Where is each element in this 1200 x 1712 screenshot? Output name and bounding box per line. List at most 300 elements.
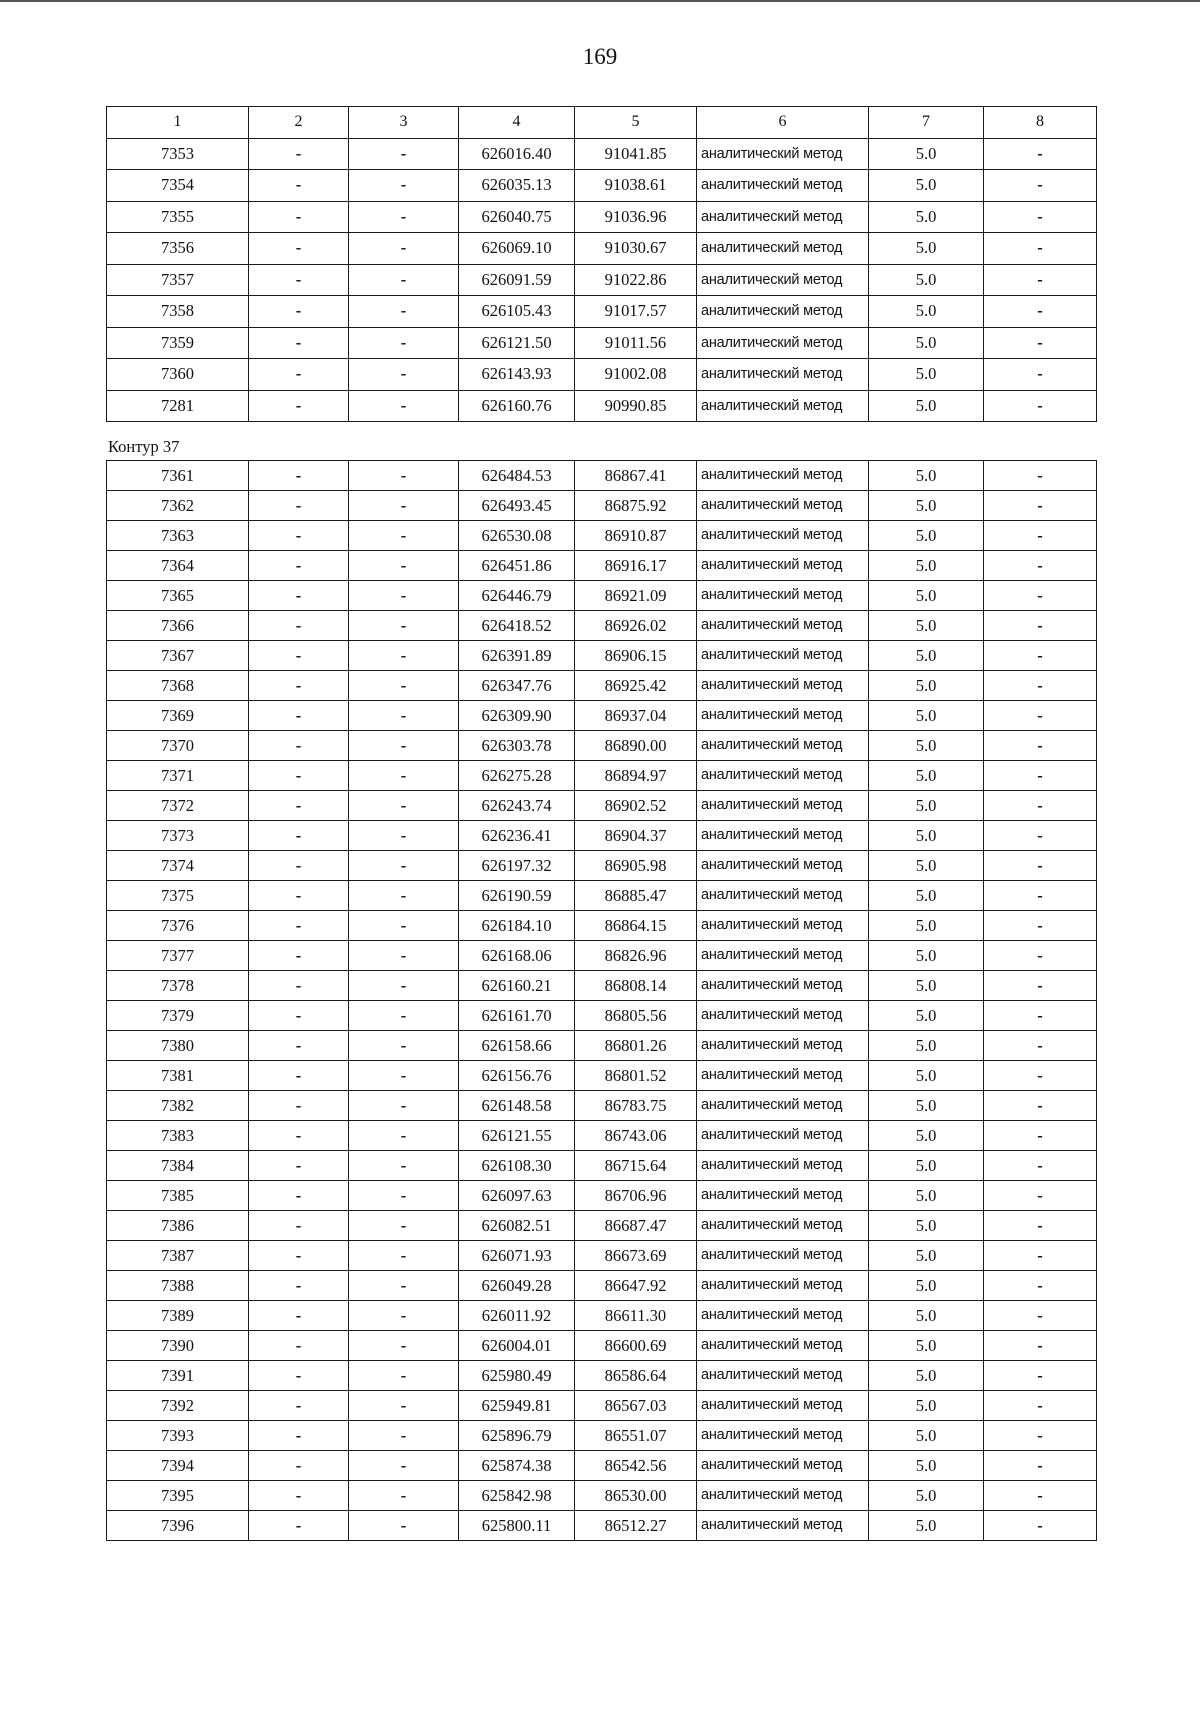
col-8-cell: - <box>984 1511 1097 1541</box>
method-cell: аналитический метод <box>697 1331 869 1361</box>
accuracy-cell: 5.0 <box>869 491 984 521</box>
col-2-cell: - <box>249 296 349 328</box>
y-coordinate-cell: 86801.52 <box>575 1061 697 1091</box>
accuracy-cell: 5.0 <box>869 1511 984 1541</box>
col-2-cell: - <box>249 1421 349 1451</box>
col-3-cell: - <box>349 521 459 551</box>
table-row <box>107 1361 1097 1391</box>
y-coordinate-cell: 86808.14 <box>575 971 697 1001</box>
col-3-cell: - <box>349 390 459 422</box>
table-row <box>107 1391 1097 1421</box>
col-3-cell: - <box>349 1121 459 1151</box>
accuracy-cell: 5.0 <box>869 521 984 551</box>
accuracy-cell: 5.0 <box>869 1331 984 1361</box>
y-coordinate-cell: 91011.56 <box>575 327 697 359</box>
point-number-cell: 7393 <box>107 1421 249 1451</box>
col-2-cell: - <box>249 327 349 359</box>
col-2-cell: - <box>249 641 349 671</box>
accuracy-cell: 5.0 <box>869 1211 984 1241</box>
col-8-cell: - <box>984 1331 1097 1361</box>
accuracy-cell: 5.0 <box>869 296 984 328</box>
table-row <box>107 1451 1097 1481</box>
y-coordinate-cell: 86687.47 <box>575 1211 697 1241</box>
accuracy-cell: 5.0 <box>869 731 984 761</box>
y-coordinate-cell: 91036.96 <box>575 201 697 233</box>
col-8-cell: - <box>984 359 1097 391</box>
col-2-cell: - <box>249 941 349 971</box>
column-header-7: 7 <box>869 107 984 139</box>
method-cell: аналитический метод <box>697 1181 869 1211</box>
col-3-cell: - <box>349 1241 459 1271</box>
col-2-cell: - <box>249 1061 349 1091</box>
method-cell: аналитический метод <box>697 1481 869 1511</box>
coordinate-table-section-a <box>106 106 1097 422</box>
method-cell: аналитический метод <box>697 296 869 328</box>
method-cell: аналитический метод <box>697 138 869 170</box>
method-cell: аналитический метод <box>697 1271 869 1301</box>
x-coordinate-cell: 626097.63 <box>459 1181 575 1211</box>
col-3-cell: - <box>349 327 459 359</box>
x-coordinate-cell: 626275.28 <box>459 761 575 791</box>
col-8-cell: - <box>984 521 1097 551</box>
point-number-cell: 7361 <box>107 461 249 491</box>
col-8-cell: - <box>984 731 1097 761</box>
col-8-cell: - <box>984 1091 1097 1121</box>
col-2-cell: - <box>249 1481 349 1511</box>
table-row <box>107 138 1097 170</box>
accuracy-cell: 5.0 <box>869 264 984 296</box>
accuracy-cell: 5.0 <box>869 1031 984 1061</box>
table-row <box>107 791 1097 821</box>
x-coordinate-cell: 626309.90 <box>459 701 575 731</box>
column-header-4: 4 <box>459 107 575 139</box>
col-2-cell: - <box>249 359 349 391</box>
y-coordinate-cell: 86867.41 <box>575 461 697 491</box>
col-8-cell: - <box>984 390 1097 422</box>
point-number-cell: 7396 <box>107 1511 249 1541</box>
method-cell: аналитический метод <box>697 761 869 791</box>
point-number-cell: 7362 <box>107 491 249 521</box>
col-2-cell: - <box>249 264 349 296</box>
col-3-cell: - <box>349 971 459 1001</box>
col-3-cell: - <box>349 461 459 491</box>
point-number-cell: 7363 <box>107 521 249 551</box>
column-header-8: 8 <box>984 107 1097 139</box>
accuracy-cell: 5.0 <box>869 911 984 941</box>
col-8-cell: - <box>984 551 1097 581</box>
point-number-cell: 7385 <box>107 1181 249 1211</box>
point-number-cell: 7368 <box>107 671 249 701</box>
point-number-cell: 7364 <box>107 551 249 581</box>
column-header-3: 3 <box>349 107 459 139</box>
col-3-cell: - <box>349 911 459 941</box>
point-number-cell: 7357 <box>107 264 249 296</box>
y-coordinate-cell: 86916.17 <box>575 551 697 581</box>
x-coordinate-cell: 626446.79 <box>459 581 575 611</box>
accuracy-cell: 5.0 <box>869 461 984 491</box>
col-2-cell: - <box>249 851 349 881</box>
x-coordinate-cell: 626016.40 <box>459 138 575 170</box>
x-coordinate-cell: 626108.30 <box>459 1151 575 1181</box>
col-3-cell: - <box>349 1481 459 1511</box>
table-row <box>107 1091 1097 1121</box>
x-coordinate-cell: 626011.92 <box>459 1301 575 1331</box>
point-number-cell: 7391 <box>107 1361 249 1391</box>
point-number-cell: 7379 <box>107 1001 249 1031</box>
method-cell: аналитический метод <box>697 264 869 296</box>
col-3-cell: - <box>349 1421 459 1451</box>
col-2-cell: - <box>249 551 349 581</box>
col-8-cell: - <box>984 327 1097 359</box>
col-3-cell: - <box>349 881 459 911</box>
point-number-cell: 7355 <box>107 201 249 233</box>
point-number-cell: 7394 <box>107 1451 249 1481</box>
column-header-6: 6 <box>697 107 869 139</box>
accuracy-cell: 5.0 <box>869 1361 984 1391</box>
accuracy-cell: 5.0 <box>869 1271 984 1301</box>
point-number-cell: 7384 <box>107 1151 249 1181</box>
table-row <box>107 701 1097 731</box>
method-cell: аналитический метод <box>697 1001 869 1031</box>
y-coordinate-cell: 86885.47 <box>575 881 697 911</box>
accuracy-cell: 5.0 <box>869 671 984 701</box>
y-coordinate-cell: 86921.09 <box>575 581 697 611</box>
x-coordinate-cell: 626391.89 <box>459 641 575 671</box>
col-8-cell: - <box>984 1421 1097 1451</box>
accuracy-cell: 5.0 <box>869 611 984 641</box>
y-coordinate-cell: 86906.15 <box>575 641 697 671</box>
y-coordinate-cell: 91041.85 <box>575 138 697 170</box>
point-number-cell: 7371 <box>107 761 249 791</box>
method-cell: аналитический метод <box>697 1511 869 1541</box>
col-2-cell: - <box>249 791 349 821</box>
col-3-cell: - <box>349 701 459 731</box>
method-cell: аналитический метод <box>697 491 869 521</box>
table-row <box>107 201 1097 233</box>
method-cell: аналитический метод <box>697 390 869 422</box>
col-2-cell: - <box>249 911 349 941</box>
y-coordinate-cell: 86905.98 <box>575 851 697 881</box>
x-coordinate-cell: 626143.93 <box>459 359 575 391</box>
col-8-cell: - <box>984 138 1097 170</box>
y-coordinate-cell: 86875.92 <box>575 491 697 521</box>
x-coordinate-cell: 625874.38 <box>459 1451 575 1481</box>
col-2-cell: - <box>249 881 349 911</box>
x-coordinate-cell: 626148.58 <box>459 1091 575 1121</box>
table-row <box>107 1331 1097 1361</box>
col-8-cell: - <box>984 941 1097 971</box>
accuracy-cell: 5.0 <box>869 881 984 911</box>
column-header-1: 1 <box>107 107 249 139</box>
col-3-cell: - <box>349 1061 459 1091</box>
method-cell: аналитический метод <box>697 170 869 202</box>
table-row <box>107 1211 1097 1241</box>
col-2-cell: - <box>249 390 349 422</box>
accuracy-cell: 5.0 <box>869 359 984 391</box>
col-3-cell: - <box>349 491 459 521</box>
table-row <box>107 264 1097 296</box>
point-number-cell: 7369 <box>107 701 249 731</box>
accuracy-cell: 5.0 <box>869 1421 984 1451</box>
method-cell: аналитический метод <box>697 1451 869 1481</box>
method-cell: аналитический метод <box>697 327 869 359</box>
y-coordinate-cell: 86600.69 <box>575 1331 697 1361</box>
col-2-cell: - <box>249 170 349 202</box>
method-cell: аналитический метод <box>697 461 869 491</box>
col-8-cell: - <box>984 1451 1097 1481</box>
method-cell: аналитический метод <box>697 1421 869 1451</box>
point-number-cell: 7390 <box>107 1331 249 1361</box>
table-row <box>107 491 1097 521</box>
point-number-cell: 7389 <box>107 1301 249 1331</box>
x-coordinate-cell: 626071.93 <box>459 1241 575 1271</box>
col-8-cell: - <box>984 1241 1097 1271</box>
col-8-cell: - <box>984 701 1097 731</box>
col-8-cell: - <box>984 1031 1097 1061</box>
method-cell: аналитический метод <box>697 1241 869 1271</box>
col-3-cell: - <box>349 611 459 641</box>
col-3-cell: - <box>349 731 459 761</box>
point-number-cell: 7382 <box>107 1091 249 1121</box>
col-2-cell: - <box>249 731 349 761</box>
table-row <box>107 821 1097 851</box>
y-coordinate-cell: 86902.52 <box>575 791 697 821</box>
col-2-cell: - <box>249 1301 349 1331</box>
y-coordinate-cell: 86890.00 <box>575 731 697 761</box>
x-coordinate-cell: 626243.74 <box>459 791 575 821</box>
y-coordinate-cell: 86894.97 <box>575 761 697 791</box>
col-2-cell: - <box>249 581 349 611</box>
col-8-cell: - <box>984 1001 1097 1031</box>
x-coordinate-cell: 626484.53 <box>459 461 575 491</box>
col-2-cell: - <box>249 461 349 491</box>
col-3-cell: - <box>349 581 459 611</box>
col-3-cell: - <box>349 359 459 391</box>
y-coordinate-cell: 86530.00 <box>575 1481 697 1511</box>
table-row <box>107 1181 1097 1211</box>
x-coordinate-cell: 626451.86 <box>459 551 575 581</box>
method-cell: аналитический метод <box>697 941 869 971</box>
table-row <box>107 851 1097 881</box>
x-coordinate-cell: 626035.13 <box>459 170 575 202</box>
x-coordinate-cell: 626121.55 <box>459 1121 575 1151</box>
accuracy-cell: 5.0 <box>869 1301 984 1331</box>
x-coordinate-cell: 626184.10 <box>459 911 575 941</box>
x-coordinate-cell: 626303.78 <box>459 731 575 761</box>
method-cell: аналитический метод <box>697 971 869 1001</box>
col-3-cell: - <box>349 1091 459 1121</box>
col-8-cell: - <box>984 581 1097 611</box>
table-header-row <box>107 107 1097 139</box>
method-cell: аналитический метод <box>697 851 869 881</box>
table-row <box>107 1511 1097 1541</box>
method-cell: аналитический метод <box>697 201 869 233</box>
y-coordinate-cell: 86567.03 <box>575 1391 697 1421</box>
point-number-cell: 7366 <box>107 611 249 641</box>
y-coordinate-cell: 86512.27 <box>575 1511 697 1541</box>
y-coordinate-cell: 86826.96 <box>575 941 697 971</box>
accuracy-cell: 5.0 <box>869 1151 984 1181</box>
method-cell: аналитический метод <box>697 1391 869 1421</box>
col-3-cell: - <box>349 851 459 881</box>
col-8-cell: - <box>984 881 1097 911</box>
y-coordinate-cell: 91017.57 <box>575 296 697 328</box>
col-2-cell: - <box>249 1181 349 1211</box>
x-coordinate-cell: 626493.45 <box>459 491 575 521</box>
table-row <box>107 731 1097 761</box>
col-8-cell: - <box>984 461 1097 491</box>
x-coordinate-cell: 626105.43 <box>459 296 575 328</box>
col-8-cell: - <box>984 911 1097 941</box>
col-3-cell: - <box>349 264 459 296</box>
accuracy-cell: 5.0 <box>869 1061 984 1091</box>
column-header-5: 5 <box>575 107 697 139</box>
point-number-cell: 7375 <box>107 881 249 911</box>
col-8-cell: - <box>984 1211 1097 1241</box>
y-coordinate-cell: 86611.30 <box>575 1301 697 1331</box>
col-3-cell: - <box>349 1211 459 1241</box>
col-3-cell: - <box>349 1301 459 1331</box>
col-8-cell: - <box>984 1061 1097 1091</box>
point-number-cell: 7372 <box>107 791 249 821</box>
method-cell: аналитический метод <box>697 911 869 941</box>
accuracy-cell: 5.0 <box>869 941 984 971</box>
col-2-cell: - <box>249 701 349 731</box>
col-3-cell: - <box>349 1361 459 1391</box>
accuracy-cell: 5.0 <box>869 1001 984 1031</box>
method-cell: аналитический метод <box>697 1091 869 1121</box>
x-coordinate-cell: 626197.32 <box>459 851 575 881</box>
col-3-cell: - <box>349 1151 459 1181</box>
method-cell: аналитический метод <box>697 611 869 641</box>
accuracy-cell: 5.0 <box>869 851 984 881</box>
y-coordinate-cell: 86783.75 <box>575 1091 697 1121</box>
col-8-cell: - <box>984 1151 1097 1181</box>
point-number-cell: 7358 <box>107 296 249 328</box>
point-number-cell: 7374 <box>107 851 249 881</box>
method-cell: аналитический метод <box>697 641 869 671</box>
col-2-cell: - <box>249 1511 349 1541</box>
col-8-cell: - <box>984 233 1097 265</box>
method-cell: аналитический метод <box>697 1301 869 1331</box>
point-number-cell: 7392 <box>107 1391 249 1421</box>
x-coordinate-cell: 626160.76 <box>459 390 575 422</box>
table-row <box>107 1121 1097 1151</box>
point-number-cell: 7359 <box>107 327 249 359</box>
table-row <box>107 1301 1097 1331</box>
table-row <box>107 911 1097 941</box>
table-row <box>107 170 1097 202</box>
col-3-cell: - <box>349 1391 459 1421</box>
col-2-cell: - <box>249 821 349 851</box>
method-cell: аналитический метод <box>697 1031 869 1061</box>
col-3-cell: - <box>349 821 459 851</box>
method-cell: аналитический метод <box>697 791 869 821</box>
col-2-cell: - <box>249 671 349 701</box>
method-cell: аналитический метод <box>697 821 869 851</box>
col-2-cell: - <box>249 1271 349 1301</box>
accuracy-cell: 5.0 <box>869 1391 984 1421</box>
col-3-cell: - <box>349 170 459 202</box>
col-2-cell: - <box>249 1001 349 1031</box>
col-2-cell: - <box>249 1211 349 1241</box>
col-8-cell: - <box>984 264 1097 296</box>
y-coordinate-cell: 91022.86 <box>575 264 697 296</box>
x-coordinate-cell: 626190.59 <box>459 881 575 911</box>
scan-top-border <box>0 0 1200 2</box>
col-3-cell: - <box>349 1331 459 1361</box>
col-3-cell: - <box>349 761 459 791</box>
col-8-cell: - <box>984 1181 1097 1211</box>
col-8-cell: - <box>984 170 1097 202</box>
table-row <box>107 1001 1097 1031</box>
col-3-cell: - <box>349 791 459 821</box>
x-coordinate-cell: 626530.08 <box>459 521 575 551</box>
x-coordinate-cell: 625896.79 <box>459 1421 575 1451</box>
x-coordinate-cell: 626004.01 <box>459 1331 575 1361</box>
col-8-cell: - <box>984 1391 1097 1421</box>
column-header-2: 2 <box>249 107 349 139</box>
accuracy-cell: 5.0 <box>869 390 984 422</box>
col-2-cell: - <box>249 1241 349 1271</box>
method-cell: аналитический метод <box>697 551 869 581</box>
point-number-cell: 7367 <box>107 641 249 671</box>
col-8-cell: - <box>984 296 1097 328</box>
point-number-cell: 7281 <box>107 390 249 422</box>
col-8-cell: - <box>984 491 1097 521</box>
point-number-cell: 7380 <box>107 1031 249 1061</box>
y-coordinate-cell: 86926.02 <box>575 611 697 641</box>
col-8-cell: - <box>984 761 1097 791</box>
col-2-cell: - <box>249 761 349 791</box>
method-cell: аналитический метод <box>697 671 869 701</box>
y-coordinate-cell: 86706.96 <box>575 1181 697 1211</box>
col-2-cell: - <box>249 1091 349 1121</box>
method-cell: аналитический метод <box>697 881 869 911</box>
table-row <box>107 641 1097 671</box>
y-coordinate-cell: 90990.85 <box>575 390 697 422</box>
x-coordinate-cell: 625842.98 <box>459 1481 575 1511</box>
col-8-cell: - <box>984 791 1097 821</box>
table-row <box>107 941 1097 971</box>
x-coordinate-cell: 626069.10 <box>459 233 575 265</box>
point-number-cell: 7395 <box>107 1481 249 1511</box>
col-8-cell: - <box>984 1301 1097 1331</box>
accuracy-cell: 5.0 <box>869 581 984 611</box>
accuracy-cell: 5.0 <box>869 791 984 821</box>
accuracy-cell: 5.0 <box>869 1181 984 1211</box>
y-coordinate-cell: 86925.42 <box>575 671 697 701</box>
table-row <box>107 1151 1097 1181</box>
col-8-cell: - <box>984 611 1097 641</box>
table-row <box>107 233 1097 265</box>
x-coordinate-cell: 626091.59 <box>459 264 575 296</box>
x-coordinate-cell: 626168.06 <box>459 941 575 971</box>
point-number-cell: 7376 <box>107 911 249 941</box>
method-cell: аналитический метод <box>697 359 869 391</box>
x-coordinate-cell: 626158.66 <box>459 1031 575 1061</box>
col-2-cell: - <box>249 521 349 551</box>
point-number-cell: 7356 <box>107 233 249 265</box>
table-row <box>107 551 1097 581</box>
x-coordinate-cell: 626347.76 <box>459 671 575 701</box>
table-row <box>107 461 1097 491</box>
y-coordinate-cell: 91038.61 <box>575 170 697 202</box>
x-coordinate-cell: 626418.52 <box>459 611 575 641</box>
x-coordinate-cell: 626236.41 <box>459 821 575 851</box>
col-3-cell: - <box>349 233 459 265</box>
col-2-cell: - <box>249 1031 349 1061</box>
